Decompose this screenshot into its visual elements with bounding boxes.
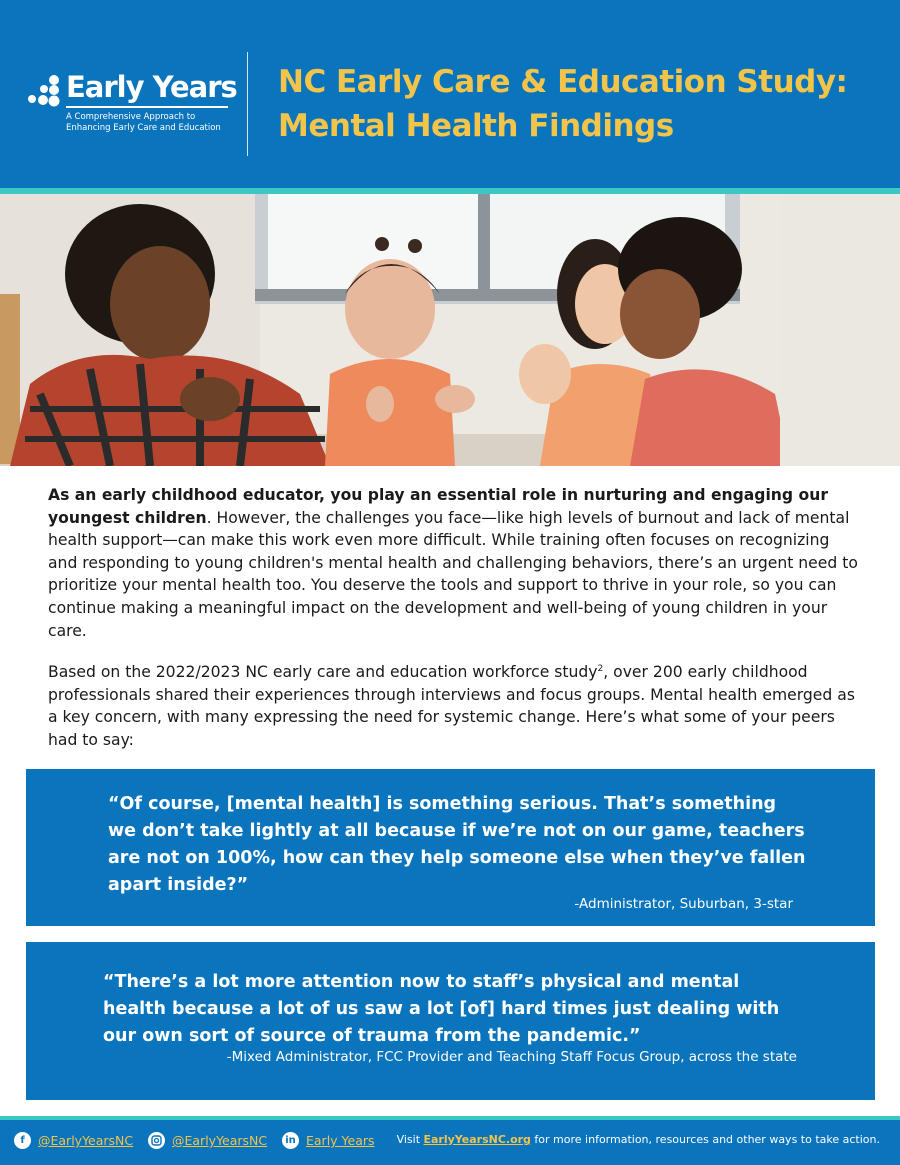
study-paragraph: [48, 661, 858, 751]
quote-box-1: [26, 769, 875, 926]
facebook-social: [14, 1132, 133, 1149]
intro-body: . However, the challenges you face—like high levels of burnout and lack of mental health support—can make this work even more difficult. While training often focuses on recognizing and responding to young children's mental health and challenging behaviors, there’s an urgent need to prioritize your mental health too. You deserve the tools and support to thrive in your role, so you can continue making a meaningful impact on the development and well-being of young children in your care.: [48, 508, 858, 640]
footnote-marker: 2: [597, 663, 604, 674]
visit-prefix: Visit: [396, 1133, 424, 1146]
page-title: [278, 60, 878, 148]
instagram-icon: [148, 1132, 165, 1149]
instagram-social: [148, 1132, 267, 1149]
logo-tagline: A Comprehensive Approach to Enhancing Early Care and Education: [66, 112, 221, 133]
hero-photo: [0, 194, 900, 466]
quote-attribution: -Administrator, Suburban, 3-star: [574, 896, 793, 912]
visit-suffix: for more information, resources and other ways to take action.: [530, 1133, 880, 1146]
hero-photo-illustration: [0, 194, 900, 466]
title-line-2: Mental Health Findings: [278, 108, 674, 144]
footer: [0, 1120, 900, 1165]
facebook-icon: f: [14, 1132, 31, 1149]
facebook-link[interactable]: @EarlyYearsNC: [38, 1133, 134, 1148]
linkedin-link[interactable]: Early Years: [306, 1133, 375, 1148]
intro-paragraph: [48, 484, 858, 642]
linkedin-icon: in: [282, 1132, 299, 1149]
quote-attribution: -Mixed Administrator, FCC Provider and Teaching Staff Focus Group, across the state: [226, 1049, 797, 1065]
linkedin-social: [282, 1132, 375, 1149]
quote-box-2: [26, 942, 875, 1100]
footer-visit-note: [397, 1133, 880, 1146]
title-line-1: NC Early Care & Education Study:: [278, 64, 848, 100]
logo-wordmark: Early Years: [66, 70, 237, 104]
quote-text: “There’s a lot more attention now to staff’s physical and mental health because a lot of us saw a lot [of] hard times just dealing with our own sort of source of trauma from the pandemic.”: [103, 972, 780, 1046]
early-years-logo[interactable]: [26, 70, 236, 140]
quote-text: “Of course, [mental health] is something serious. That’s something we don’t take lightly at all because if we’re not on our game, teachers are not on 100%, how can they help someone else when they’ve fallen apart inside?”: [108, 794, 806, 895]
website-link[interactable]: EarlyYearsNC.org: [423, 1133, 531, 1146]
study-text-after: , over 200 early childhood professionals shared their experiences through interviews and focus groups. Mental health emerged as a key concern, with many expressing the need for systemic change. Here’s what some of your peers had to say:: [48, 663, 855, 749]
instagram-link[interactable]: @EarlyYearsNC: [172, 1133, 268, 1148]
study-text-before: Based on the 2022/2023 NC early care and education workforce study: [48, 663, 598, 681]
header-banner: [0, 0, 900, 188]
logo-underline: [66, 106, 228, 108]
intro-bold-lead: As an early childhood educator, you play an essential role in nurturing and engaging our youngest children: [48, 486, 829, 527]
header-divider: [247, 52, 248, 156]
logo-dots-icon: [26, 74, 62, 108]
